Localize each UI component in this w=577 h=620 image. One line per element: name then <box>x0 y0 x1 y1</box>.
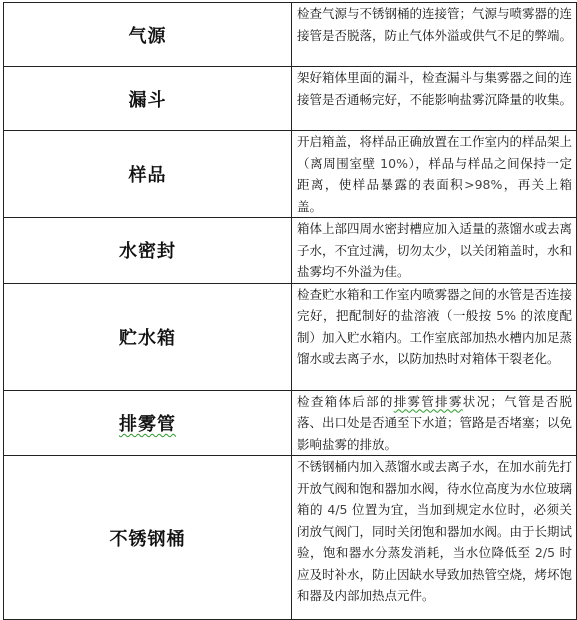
description-text-run: 不锈钢桶内加入蒸馏水或去离子水，在加水前先打开放气阀和饱和器加水阀，待水位高度为水位玻璃箱的 <box>297 459 573 517</box>
item-description <box>292 218 576 283</box>
description-text-run: 状况；气管是否脱落、出口处是否通至下水道；管路是否堵塞；以免影响盐雾的排放。 <box>297 393 573 452</box>
item-name: 样品 <box>128 165 167 186</box>
item-name-cell <box>4 390 292 456</box>
table-row <box>4 131 577 218</box>
item-description <box>292 67 576 110</box>
description-text-run: 检查气源与不锈钢桶的连接管；气源与喷雾器的连接管是否脱落，防止气体外溢或供气不足的弊端。 <box>297 6 573 43</box>
description-text-run: 箱体上部四周水密封槽应加入适量的蒸馏水或去离子水，不宜过满，切勿太少，以关闭箱盖时，水和盐雾均不外溢为佳。 <box>297 221 573 279</box>
item-name: 漏斗 <box>128 89 167 111</box>
description-text-run: ，再关上箱盖。 <box>297 177 572 214</box>
item-desc-cell <box>292 3 577 67</box>
item-name: 不锈钢桶 <box>109 528 186 550</box>
item-name-cell <box>4 67 292 131</box>
description-text-run: 检查贮水箱和工作室内喷雾器之间的水管是否连接完好，把配制好的盐溶液（一般按 <box>297 286 573 323</box>
description-text-run: 架好箱体里面的漏斗，检查漏斗与集雾器之间的连接管是否通畅完好，不能影响盐雾沉降量的收集。 <box>297 70 573 107</box>
table-row <box>4 218 577 284</box>
description-text-run: 4/5 <box>327 502 348 517</box>
item-description <box>292 131 576 217</box>
description-text-run: 5% <box>496 308 517 323</box>
item-desc-cell <box>292 67 577 131</box>
item-name: 贮水箱 <box>119 327 176 349</box>
description-text-run: 开启箱盖，将样品正确放置在工作室内的样品架上（离周围室壁 <box>297 134 573 171</box>
item-name-cell <box>4 131 292 218</box>
item-description <box>292 456 576 607</box>
description-text-run: >98% <box>464 177 503 192</box>
table-row <box>4 390 577 456</box>
item-name: 水密封 <box>119 241 176 263</box>
table-row <box>4 3 577 67</box>
item-name: 排雾管 <box>119 413 176 435</box>
item-name-cell <box>4 218 292 284</box>
item-name-cell <box>4 456 292 620</box>
description-text-run: 10% <box>380 155 408 171</box>
item-name-cell <box>4 283 292 390</box>
table-row <box>4 456 577 620</box>
description-text-run: 的浓度配制）加入贮水箱内。工作室底部加热水槽内加足蒸馏水或去离子水，以防加热时对箱体干裂老化。 <box>297 308 573 366</box>
item-description <box>292 284 576 370</box>
item-name: 气源 <box>128 25 167 47</box>
table-body <box>4 3 577 620</box>
item-desc-cell <box>292 131 577 218</box>
description-text-run: 检查箱体后部的 <box>297 393 394 409</box>
item-name-cell <box>4 3 292 67</box>
description-text-run: ），样品与样品之间保持一定距离，使样品暴露的表面积 <box>297 155 572 192</box>
item-desc-cell <box>292 456 577 620</box>
inspection-table <box>3 2 577 620</box>
item-description <box>292 3 576 46</box>
description-text-run: 排雾管排雾 <box>393 393 463 409</box>
item-desc-cell <box>292 390 577 456</box>
item-description <box>292 391 576 456</box>
description-text-run: 位置为宜，当加到规定水位时，必须关闭放气阀门，同时关闭饱和器加水阀。由于长期试验，饱和器水分蒸发消耗，当水位降低至 <box>297 502 573 560</box>
item-desc-cell <box>292 283 577 390</box>
description-text-run: 时应及时补水，防止因缺水导致加热管空烧，烤坏饱和器及内部加热点元件。 <box>297 545 573 603</box>
item-desc-cell <box>292 218 577 284</box>
table-row <box>4 283 577 390</box>
table-row <box>4 67 577 131</box>
description-text-run: 2/5 <box>534 545 556 560</box>
